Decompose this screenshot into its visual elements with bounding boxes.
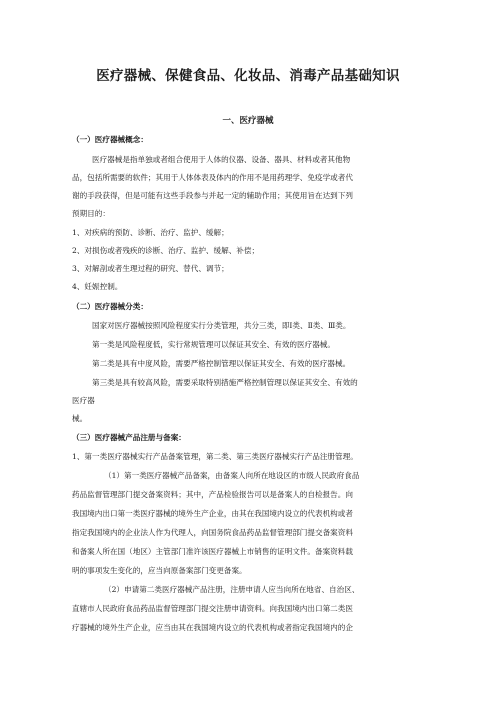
paragraph-line: 我国境内出口第一类医疗器械的境外生产企业，由其在我国境内设立的代表机构或者 [72,509,353,518]
paragraph-line: 医疗器械是指单独或者组合使用于人体的仪器、设备、器具、材料或者其他物 [92,155,351,164]
paragraph-line: 国家对医疗器械按照风险程度实行分类管理，共分三类，即Ⅰ类、Ⅱ类、Ⅲ类。 [92,321,351,330]
paragraph-line: 和备案人所在国（地区）主管部门准许该医疗器械上市销售的证明文件。备案资料载 [72,547,353,556]
paragraph-line: 1、第一类医疗器械实行产品备案管理，第二类、第三类医疗器械实行产品注册管理。 [72,452,358,461]
paragraph-line: （2）申请第二类医疗器械产品注册，注册申请人应当向所在地省、自治区、 [104,585,360,594]
paragraph-line: 医疗器 [72,396,95,405]
paragraph-line: 指定我国境内的企业法人作为代理人，向国务院食品药品监督管理部门提交备案资料 [72,528,353,537]
list-item: 2、对损伤或者残疾的诊断、治疗、监护、缓解、补偿； [72,246,260,255]
paragraph-line: （1）第一类医疗器械产品备案，由备案人向所在地设区的市级人民政府食品 [104,471,360,480]
paragraph-line: 第三类是具有较高风险，需要采取特别措施严格控制管理以保证其安全、有效的 [92,378,358,387]
paragraph-line: 谢的手段获得，但是可能有这些手段参与并起一定的辅助作用；其使用旨在达到下列 [72,191,353,200]
paragraph-line: 疗器械的境外生产企业，应当由其在我国境内设立的代表机构或者指定我国境内的企 [72,623,353,632]
paragraph-line: 第一类是风险程度低，实行常规管理可以保证其安全、有效的医疗器械。 [92,340,335,349]
list-item: 3、对解剖或者生理过程的研究、替代、调节； [72,264,229,273]
paragraph-line: 预期目的： [72,209,110,218]
subsection-heading: （二）医疗器械分类： [72,302,148,311]
paragraph-line: 药品监督管理部门提交备案资料；其中，产品检验报告可以是备案人的自检报告。向 [72,490,353,499]
paragraph-line: 械。 [72,414,88,423]
section-heading: 一、医疗器械 [222,116,274,126]
paragraph-line: 直辖市人民政府食品药品监督管理部门提交注册申请资料。向我国境内出口第二类医 [72,604,353,613]
document-title: 医疗器械、保健食品、化妆品、消毒产品基础知识 [96,68,400,84]
list-item: 4、妊娠控制。 [72,282,123,291]
paragraph-line: 第二类是具有中度风险，需要严格控制管理以保证其安全、有效的医疗器械。 [92,359,351,368]
subsection-heading: （三）医疗器械产品注册与备案： [72,433,186,442]
list-item: 1、对疾病的预防、诊断、治疗、监护、缓解； [72,228,229,237]
subsection-heading: （一）医疗器械概念： [72,135,148,144]
paragraph-line: 明的事项发生变化的，应当向原备案部门变更备案。 [72,566,247,575]
paragraph-line: 品，包括所需要的软件；其用于人体体表及体内的作用不是用药理学、免疫学或者代 [72,173,353,182]
